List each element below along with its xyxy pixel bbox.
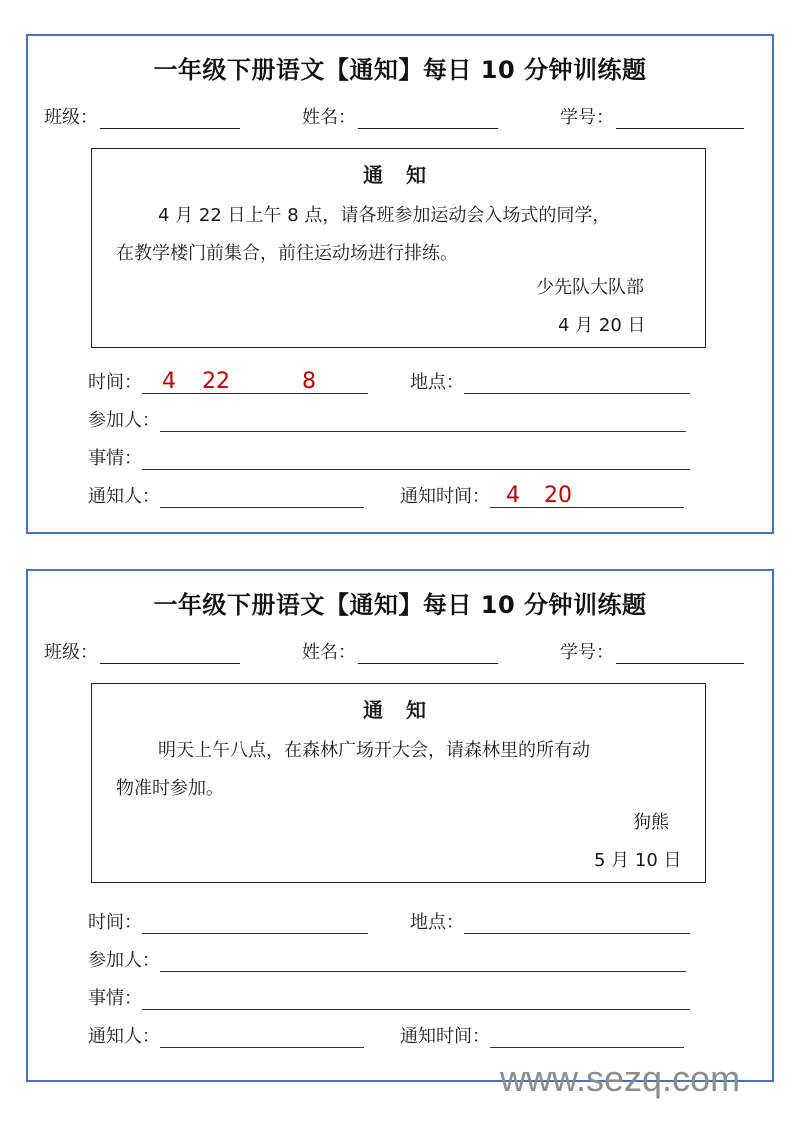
notice-body-line-2: 物准时参加。	[116, 778, 224, 799]
time-blank[interactable]	[142, 371, 368, 394]
time-field	[88, 368, 368, 394]
student-id-field	[560, 103, 744, 129]
notice-signer: 狗熊	[633, 812, 669, 833]
notifier-field	[88, 1022, 364, 1048]
participants-blank[interactable]	[160, 409, 686, 432]
notice-body	[116, 732, 687, 808]
row-time-place	[88, 908, 702, 936]
watermark: www.sezq.com	[500, 1058, 741, 1099]
place-field	[410, 908, 690, 934]
notifier-field	[88, 482, 364, 508]
notify-time-answer-day: 20	[544, 483, 572, 508]
notice-date: 4 月 20 日	[558, 315, 646, 336]
notice-heading: 通 知	[363, 163, 434, 187]
notify-time-label: 通知时间：	[400, 1026, 490, 1047]
student-id-label: 学号：	[560, 642, 614, 663]
notice-heading: 通 知	[363, 698, 434, 722]
participants-label: 参加人：	[88, 950, 160, 971]
time-answer-month: 4	[162, 369, 176, 394]
notify-time-answer-month: 4	[506, 483, 520, 508]
time-answer-hour: 8	[302, 369, 316, 394]
notice-body	[116, 197, 687, 273]
notify-time-label: 通知时间：	[400, 486, 490, 507]
class-field	[44, 103, 240, 129]
row-notifier	[88, 1022, 702, 1050]
participants-blank[interactable]	[160, 949, 686, 972]
place-label: 地点：	[410, 372, 464, 393]
name-blank[interactable]	[358, 108, 498, 129]
place-blank[interactable]	[464, 371, 690, 394]
row-matter	[88, 984, 702, 1012]
notice-signer: 少先队大队部	[536, 277, 644, 298]
class-blank[interactable]	[100, 108, 240, 129]
student-id-label: 学号：	[560, 107, 614, 128]
matter-field	[88, 444, 690, 470]
row-participants	[88, 946, 702, 974]
time-answer-day: 22	[202, 369, 230, 394]
notice-body-line-1: 4 月 22 日上午 8 点，请各班参加运动会入场式的同学，	[158, 205, 611, 226]
notifier-blank[interactable]	[160, 485, 364, 508]
notifier-label: 通知人：	[88, 486, 160, 507]
notice-box	[91, 148, 706, 348]
class-blank[interactable]	[100, 643, 240, 664]
matter-blank[interactable]	[142, 447, 690, 470]
student-id-blank[interactable]	[616, 108, 744, 129]
student-info-row	[44, 638, 756, 664]
time-field	[88, 908, 368, 934]
matter-label: 事情：	[88, 448, 142, 469]
worksheet-2	[26, 569, 774, 1082]
class-field	[44, 638, 240, 664]
participants-field	[88, 946, 686, 972]
notify-time-field	[400, 482, 684, 508]
class-label: 班级：	[44, 642, 98, 663]
name-label: 姓名：	[302, 642, 356, 663]
notice-date: 5 月 10 日	[594, 850, 682, 871]
notify-time-blank[interactable]	[490, 485, 684, 508]
time-blank[interactable]	[142, 911, 368, 934]
notifier-label: 通知人：	[88, 1026, 160, 1047]
matter-field	[88, 984, 690, 1010]
row-matter	[88, 444, 702, 472]
notice-body-line-2: 在教学楼门前集合，前往运动场进行排练。	[116, 243, 458, 264]
notify-time-blank[interactable]	[490, 1025, 684, 1048]
name-field	[302, 638, 498, 664]
name-blank[interactable]	[358, 643, 498, 664]
place-blank[interactable]	[464, 911, 690, 934]
student-info-row	[44, 103, 756, 129]
name-label: 姓名：	[302, 107, 356, 128]
time-label: 时间：	[88, 372, 142, 393]
row-participants	[88, 406, 702, 434]
notify-time-field	[400, 1022, 684, 1048]
row-time-place	[88, 368, 702, 396]
student-id-blank[interactable]	[616, 643, 744, 664]
participants-field	[88, 406, 686, 432]
matter-label: 事情：	[88, 988, 142, 1009]
worksheet-title: 一年级下册语文【通知】每日 10 分钟训练题	[153, 56, 647, 84]
notice-box	[91, 683, 706, 883]
row-notifier	[88, 482, 702, 510]
place-label: 地点：	[410, 912, 464, 933]
worksheet-title: 一年级下册语文【通知】每日 10 分钟训练题	[153, 591, 647, 619]
matter-blank[interactable]	[142, 987, 690, 1010]
place-field	[410, 368, 690, 394]
participants-label: 参加人：	[88, 410, 160, 431]
student-id-field	[560, 638, 744, 664]
class-label: 班级：	[44, 107, 98, 128]
notice-body-line-1: 明天上午八点，在森林广场开大会，请森林里的所有动	[158, 740, 590, 761]
time-label: 时间：	[88, 912, 142, 933]
name-field	[302, 103, 498, 129]
worksheet-1	[26, 34, 774, 534]
notifier-blank[interactable]	[160, 1025, 364, 1048]
